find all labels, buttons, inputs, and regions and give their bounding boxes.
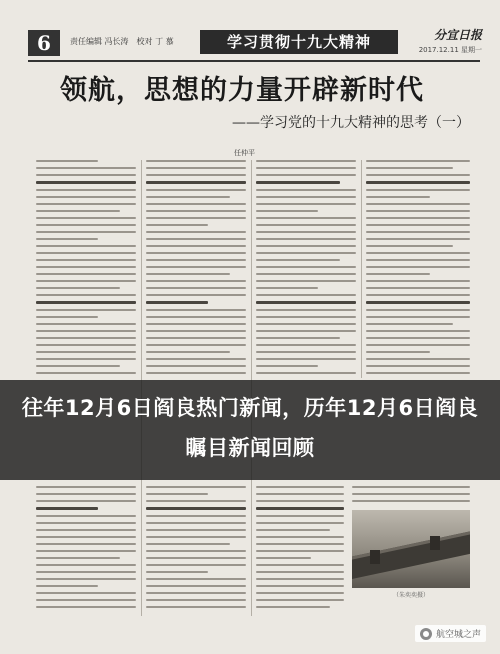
text-line <box>256 529 330 531</box>
text-line <box>36 358 136 360</box>
text-line <box>36 330 136 332</box>
text-line <box>36 259 136 261</box>
article-headline: 领航，思想的力量开辟新时代 <box>60 75 424 106</box>
text-line <box>146 330 246 332</box>
text-line <box>36 294 136 296</box>
text-line <box>36 245 136 247</box>
text-line <box>36 500 136 502</box>
watchtower-shape <box>430 536 440 550</box>
text-line <box>36 160 98 162</box>
text-line <box>146 266 246 268</box>
text-line <box>256 224 356 226</box>
text-line <box>256 365 318 367</box>
text-line <box>36 606 136 608</box>
text-line <box>366 189 470 191</box>
text-line <box>146 280 246 282</box>
text-line <box>36 372 136 374</box>
text-line <box>146 351 230 353</box>
text-column-1-top <box>36 160 136 378</box>
text-line <box>36 189 136 191</box>
text-line <box>146 259 246 261</box>
text-line <box>366 351 430 353</box>
text-line <box>256 189 356 191</box>
text-line <box>146 174 246 176</box>
text-line <box>366 167 453 169</box>
text-line <box>36 231 136 233</box>
text-line <box>146 273 230 275</box>
text-line <box>36 543 136 545</box>
text-line <box>146 287 246 289</box>
watermark <box>415 625 486 642</box>
text-line <box>146 493 208 495</box>
text-line <box>36 203 136 205</box>
text-line <box>366 266 470 268</box>
text-line <box>366 330 470 332</box>
text-line <box>146 337 246 339</box>
text-line <box>36 174 136 176</box>
watchtower-shape <box>370 550 380 564</box>
text-line <box>146 316 246 318</box>
text-line <box>256 301 356 304</box>
text-line <box>256 493 344 495</box>
text-line <box>366 203 470 205</box>
text-line <box>256 585 344 587</box>
text-line <box>366 372 470 374</box>
text-line <box>36 316 98 318</box>
section-banner: 学习贯彻十九大精神 <box>200 30 398 54</box>
article-subheadline: ——学习党的十九大精神的思考（一） <box>232 115 470 131</box>
text-line <box>256 344 356 346</box>
text-line <box>36 493 136 495</box>
text-line <box>36 536 136 538</box>
text-line <box>366 273 430 275</box>
text-line <box>256 294 356 296</box>
text-line <box>366 309 470 311</box>
text-line <box>36 522 136 524</box>
text-line <box>366 259 470 261</box>
text-line <box>146 536 246 538</box>
text-line <box>256 287 318 289</box>
text-line <box>146 592 246 594</box>
text-line <box>146 196 230 198</box>
text-column-2-bottom <box>146 486 246 616</box>
text-line <box>256 564 344 566</box>
text-line <box>146 543 230 545</box>
text-line <box>146 585 246 587</box>
text-line <box>146 245 246 247</box>
text-line <box>366 358 470 360</box>
text-line <box>146 372 246 374</box>
page-number: 6 <box>28 30 60 56</box>
watermark-text: 航空城之声 <box>435 630 481 640</box>
text-line <box>36 529 136 531</box>
text-line <box>36 365 120 367</box>
text-line <box>256 330 356 332</box>
text-line <box>36 252 136 254</box>
text-line <box>146 515 246 517</box>
text-line <box>36 287 120 289</box>
text-line <box>366 294 470 296</box>
text-line <box>256 351 356 353</box>
text-line <box>36 571 136 573</box>
text-line <box>256 599 344 601</box>
text-line <box>366 301 470 304</box>
text-line <box>36 181 136 184</box>
text-line <box>36 599 136 601</box>
text-line <box>146 550 246 552</box>
text-line <box>36 344 136 346</box>
text-line <box>146 344 246 346</box>
text-line <box>256 280 356 282</box>
text-line <box>36 273 136 275</box>
text-line <box>256 522 344 524</box>
editor-credits: 责任编辑 冯长涛 校对 丁 慕 <box>70 37 174 46</box>
masthead <box>412 26 482 55</box>
text-line <box>146 231 246 233</box>
text-line <box>36 351 136 353</box>
text-line <box>366 316 470 318</box>
text-line <box>146 210 246 212</box>
text-line <box>366 238 470 240</box>
text-line <box>256 259 340 261</box>
wechat-account-icon <box>420 628 432 640</box>
text-line <box>366 245 453 247</box>
text-line <box>256 266 356 268</box>
text-line <box>146 224 208 226</box>
text-line <box>36 564 136 566</box>
text-line <box>36 280 136 282</box>
text-line <box>366 252 470 254</box>
text-line <box>256 486 344 488</box>
text-line <box>256 273 356 275</box>
text-line <box>256 578 344 580</box>
text-line <box>36 578 136 580</box>
text-line <box>146 181 246 184</box>
text-line <box>36 217 136 219</box>
text-line <box>256 196 356 198</box>
text-line <box>366 365 470 367</box>
text-line <box>36 592 136 594</box>
text-line <box>256 507 344 510</box>
text-line <box>366 231 470 233</box>
text-line <box>256 515 344 517</box>
text-line <box>352 500 470 502</box>
text-column-4-top <box>366 160 470 378</box>
text-line <box>256 174 356 176</box>
text-line <box>36 266 136 268</box>
text-column-3-bottom <box>256 486 344 616</box>
issue-date: 2017.12.11 星期一 <box>418 46 482 54</box>
text-column-1-bottom <box>36 486 136 616</box>
text-line <box>146 522 246 524</box>
text-line <box>256 543 344 545</box>
text-line <box>146 578 246 580</box>
text-line <box>36 309 136 311</box>
text-line <box>366 323 453 325</box>
text-line <box>36 550 136 552</box>
text-line <box>366 174 470 176</box>
text-line <box>146 309 246 311</box>
text-line <box>256 203 356 205</box>
text-line <box>146 599 246 601</box>
text-line <box>256 606 330 608</box>
text-line <box>366 217 470 219</box>
text-line <box>256 550 344 552</box>
text-line <box>36 557 120 559</box>
text-line <box>256 238 356 240</box>
text-line <box>366 181 470 184</box>
text-line <box>256 323 356 325</box>
text-line <box>36 238 98 240</box>
text-line <box>256 337 340 339</box>
text-line <box>146 217 246 219</box>
text-line <box>146 606 246 608</box>
great-wall-photo <box>352 510 470 588</box>
text-line <box>256 181 340 184</box>
text-line <box>366 210 470 212</box>
text-line <box>256 592 344 594</box>
text-line <box>256 571 344 573</box>
text-line <box>366 196 430 198</box>
column-divider <box>361 160 362 378</box>
text-line <box>36 585 98 587</box>
text-line <box>146 160 246 162</box>
text-line <box>256 557 311 559</box>
text-line <box>36 515 136 517</box>
text-line <box>256 231 356 233</box>
text-line <box>366 224 470 226</box>
overlay-title: 往年12月6日阎良热门新闻，历年12月6日阎良瞩目新闻回顾 <box>21 396 479 460</box>
text-line <box>146 252 246 254</box>
text-line <box>146 189 246 191</box>
text-line <box>256 500 344 502</box>
text-line <box>256 358 356 360</box>
text-line <box>256 252 356 254</box>
text-line <box>256 217 356 219</box>
text-line <box>36 210 120 212</box>
text-line <box>36 167 136 169</box>
text-line <box>36 507 98 510</box>
text-line <box>256 536 344 538</box>
text-line <box>36 323 136 325</box>
text-line <box>36 337 136 339</box>
text-line <box>146 564 246 566</box>
text-line <box>146 365 246 367</box>
photo-caption: （朱奕奕摄） <box>392 592 429 599</box>
text-line <box>256 372 356 374</box>
text-line <box>146 507 246 510</box>
text-line <box>36 486 136 488</box>
text-line <box>366 287 470 289</box>
text-line <box>146 486 246 488</box>
text-line <box>366 337 470 339</box>
header-rule <box>28 60 480 62</box>
text-line <box>146 203 246 205</box>
text-line <box>256 309 356 311</box>
text-line <box>146 571 208 573</box>
text-line <box>36 301 136 304</box>
text-line <box>352 493 470 495</box>
text-line <box>146 358 246 360</box>
text-line <box>256 167 356 169</box>
text-line <box>366 280 470 282</box>
text-line <box>146 301 208 304</box>
text-line <box>36 196 136 198</box>
article-author: 任仲平 <box>234 149 255 157</box>
text-column-4-bottom <box>352 486 470 508</box>
text-line <box>366 344 470 346</box>
text-line <box>146 557 246 559</box>
text-line <box>256 160 356 162</box>
newspaper-logo: 分宜日报 <box>433 28 482 42</box>
text-line <box>146 323 246 325</box>
text-line <box>352 486 470 488</box>
text-line <box>146 529 246 531</box>
text-line <box>146 294 246 296</box>
text-column-2-top <box>146 160 246 378</box>
text-line <box>366 160 470 162</box>
text-line <box>146 167 246 169</box>
text-line <box>146 238 246 240</box>
text-line <box>256 316 356 318</box>
text-column-3-top <box>256 160 356 378</box>
text-line <box>146 500 246 502</box>
text-line <box>36 224 136 226</box>
text-line <box>256 245 356 247</box>
text-line <box>256 210 318 212</box>
